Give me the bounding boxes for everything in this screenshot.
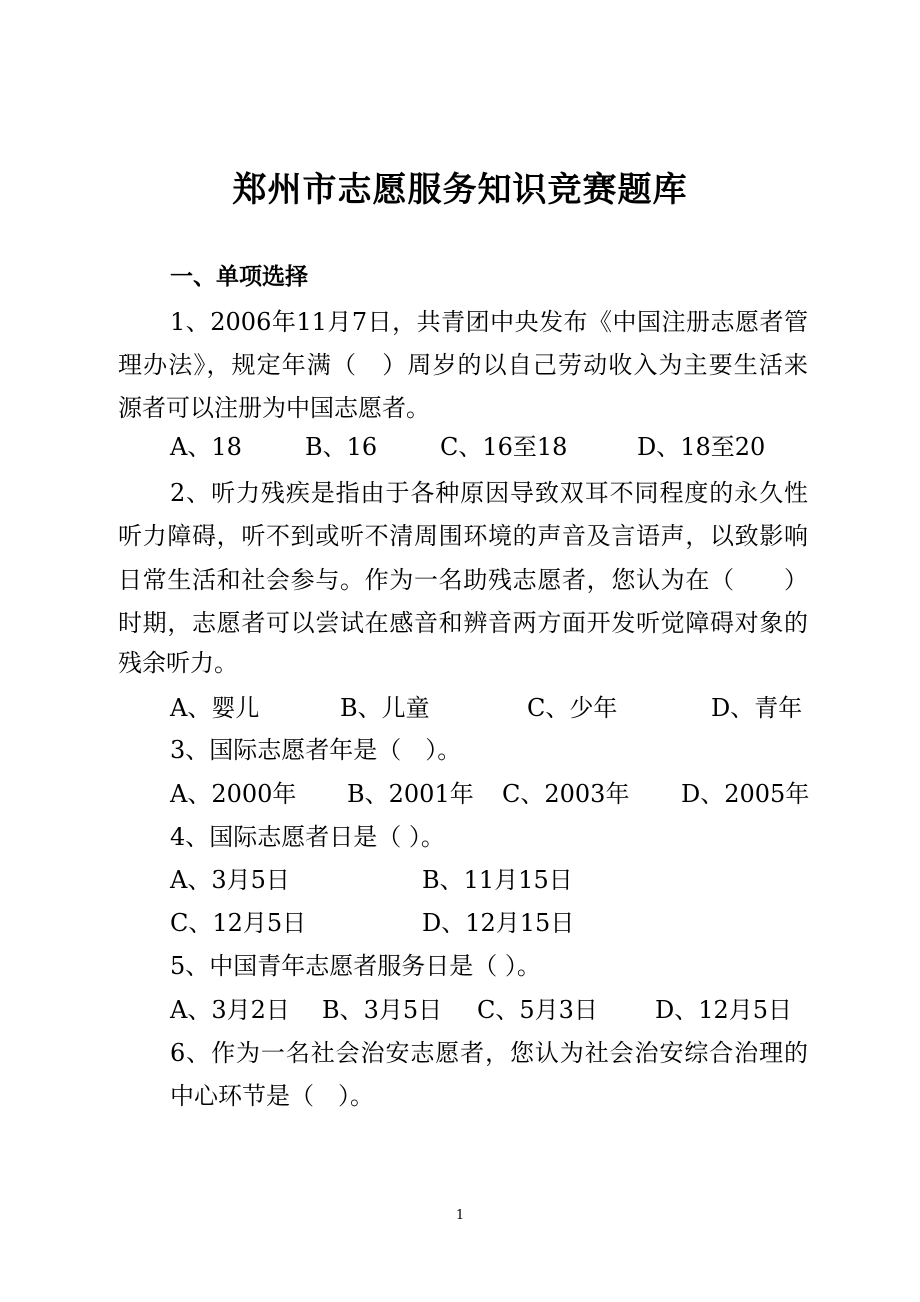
document-title: 郑州市志愿服务知识竞赛题库: [232, 170, 688, 210]
question-4-option-a: A、3月5日: [170, 866, 290, 894]
question-2-option-b: B、儿童: [340, 694, 430, 722]
question-2-line-1: 2、听力残疾是指由于各种原因导致双耳不同程度的永久性: [170, 479, 808, 507]
question-5-line-1: 5、中国青年志愿者服务日是（ ）。: [170, 952, 541, 980]
question-4-option-b: B、11月15日: [422, 866, 573, 894]
question-6-line-2: 中心环节是（ ）。: [170, 1082, 374, 1110]
question-2-option-d: D、青年: [711, 694, 803, 722]
question-3-option-c: C、2003年: [502, 780, 630, 808]
question-3-option-a: A、2000年: [170, 780, 297, 808]
question-5-option-d: D、12月5日: [655, 996, 793, 1024]
question-1-option-a: A、18: [170, 433, 242, 461]
question-2-line-2: 听力障碍，听不到或听不清周围环境的声音及言语声，以致影响: [118, 522, 808, 550]
question-5-option-a: A、3月2日: [170, 996, 290, 1024]
question-5-option-b: B、3月5日: [322, 996, 443, 1024]
question-1-option-b: B、16: [305, 433, 378, 461]
question-5-option-c: C、5月3日: [477, 996, 598, 1024]
question-2-line-5: 残余听力。: [118, 649, 238, 677]
question-2-option-a: A、婴儿: [170, 694, 260, 722]
question-2-line-4: 时期，志愿者可以尝试在感音和辨音两方面开发听觉障碍对象的: [118, 609, 808, 637]
question-4-line-1: 4、国际志愿者日是（ ）。: [170, 823, 445, 851]
question-4-option-d: D、12月15日: [422, 909, 575, 937]
question-1-line-1: 1、2006年11月7日，共青团中央发布《中国注册志愿者管: [170, 308, 808, 336]
question-2-option-c: C、少年: [527, 694, 618, 722]
question-6-line-1: 6、作为一名社会治安志愿者，您认为社会治安综合治理的: [170, 1039, 808, 1067]
question-1-option-d: D、18至20: [637, 433, 766, 461]
question-2-line-3: 日常生活和社会参与。作为一名助残志愿者，您认为在（ ）: [118, 566, 808, 594]
question-3-line-1: 3、国际志愿者年是（ ）。: [170, 736, 462, 764]
page-number: 1: [455, 1208, 465, 1223]
question-3-option-b: B、2001年: [347, 780, 474, 808]
question-1-line-2: 理办法》，规定年满（ ）周岁的以自己劳动收入为主要生活来: [118, 351, 808, 379]
question-1-line-3: 源者可以注册为中国志愿者。: [118, 394, 430, 422]
question-1-option-c: C、16至18: [440, 433, 568, 461]
section-heading: 一、单项选择: [170, 263, 308, 290]
question-3-option-d: D、2005年: [681, 780, 810, 808]
question-4-option-c: C、12月5日: [170, 909, 307, 937]
